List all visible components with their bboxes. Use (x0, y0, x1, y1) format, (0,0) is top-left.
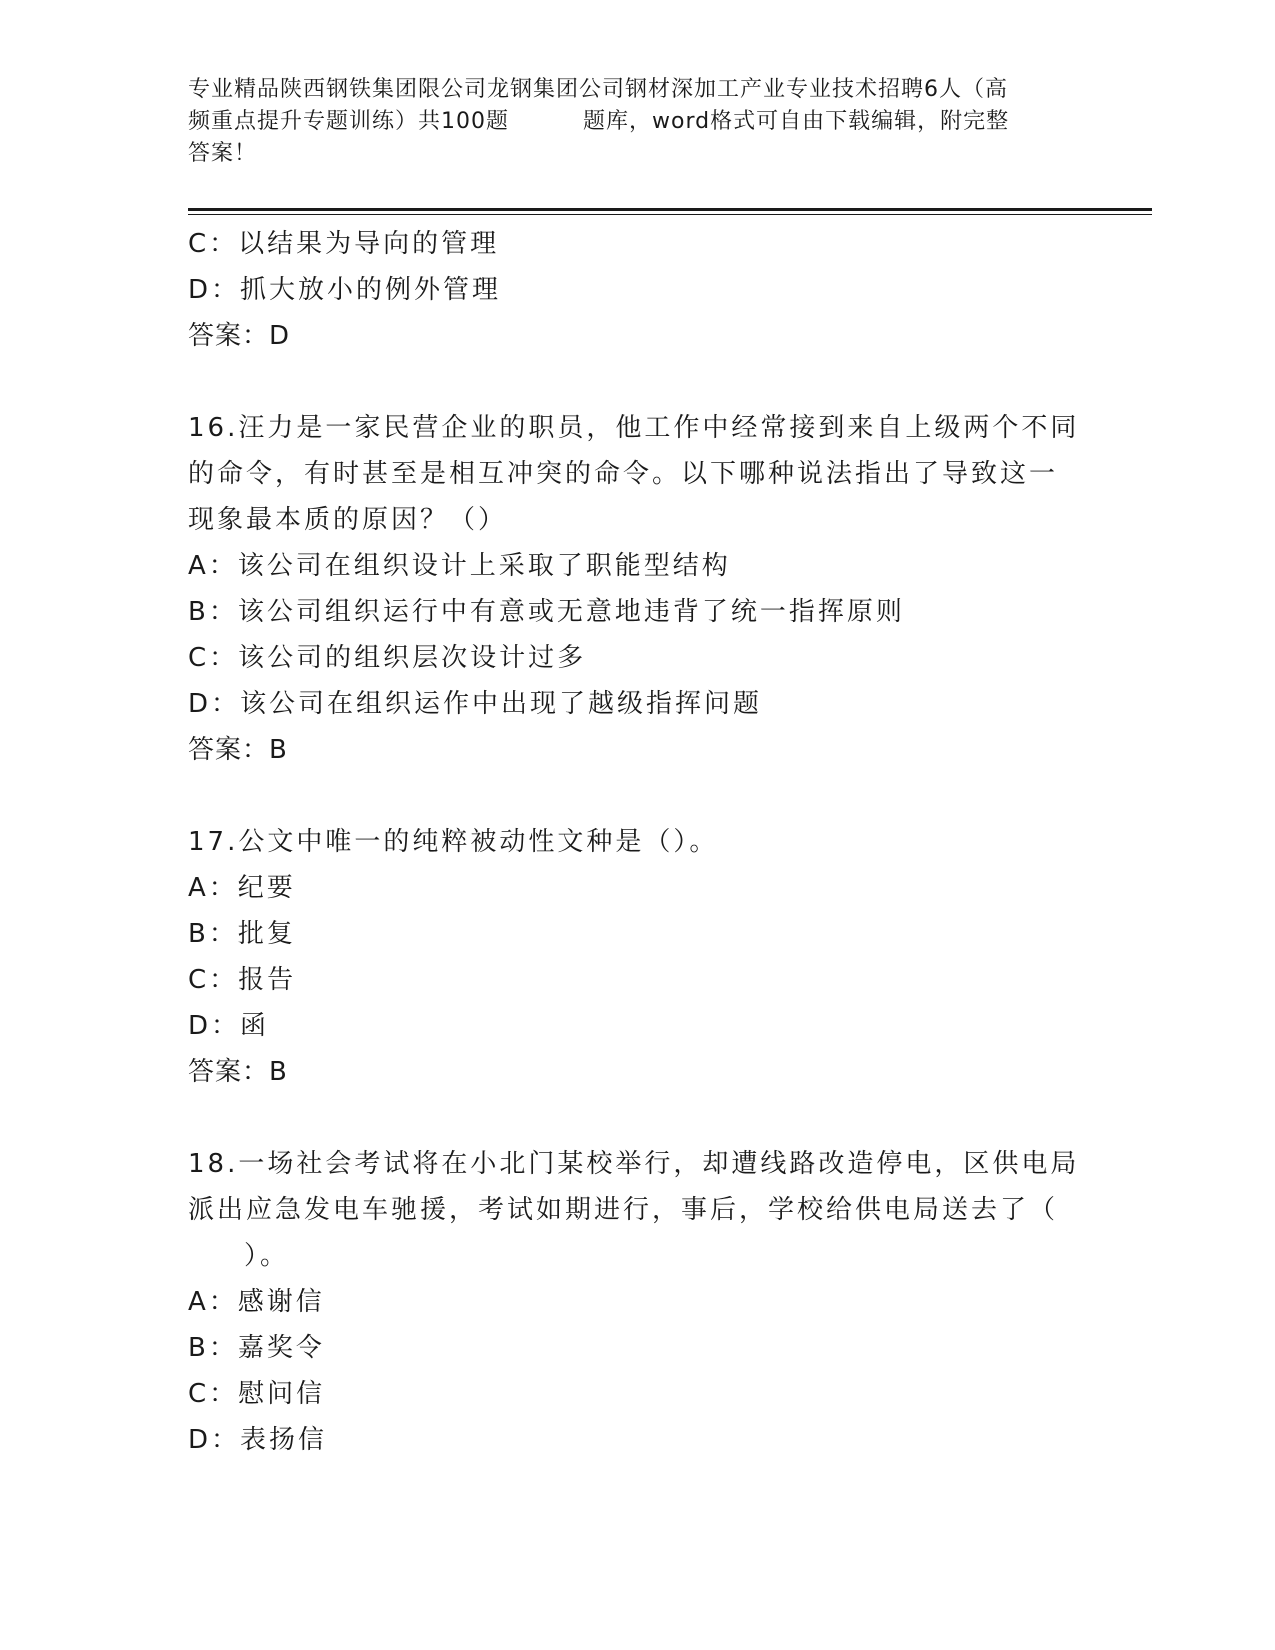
header-title-line-2a: 频重点提升专题训练）共100题 (188, 109, 509, 134)
q16-option-d: D：该公司在组织运作中出现了越级指挥问题 (188, 689, 763, 719)
q16-stem-line-1: 16.汪力是一家民营企业的职员，他工作中经常接到来自上级两个不同 (188, 413, 1080, 443)
q16-stem-line-3: 现象最本质的原因？（） (188, 505, 508, 535)
q18-stem-line-2: 派出应急发电车驰援，考试如期进行，事后，学校给供电局送去了（ (188, 1195, 1059, 1225)
header-title-line-2 (188, 106, 1088, 138)
document-header (188, 74, 1088, 170)
q18-option-c: C：慰问信 (188, 1379, 326, 1409)
q17-option-b: B：批复 (188, 919, 296, 949)
spacer (188, 773, 1088, 819)
q16-answer: 答案：B (188, 735, 288, 765)
q17-stem-line-1: 17.公文中唯一的纯粹被动性文种是（）。 (188, 827, 719, 857)
header-title-line-1: 专业精品陕西钢铁集团限公司龙钢集团公司钢材深加工产业专业技术招聘6人（高 (188, 77, 1008, 102)
prev-answer: 答案：D (188, 321, 291, 351)
q16-option-c: C：该公司的组织层次设计过多 (188, 643, 587, 673)
q16-stem-line-2: 的命令，有时甚至是相互冲突的命令。以下哪种说法指出了导致这一 (188, 459, 1059, 489)
header-title-line-2b: 题库，word格式可自由下载编辑，附完整 (583, 109, 1010, 134)
spacer (188, 359, 1088, 405)
q16-option-b: B：该公司组织运行中有意或无意地违背了统一指挥原则 (188, 597, 905, 627)
header-divider-thick (188, 208, 1152, 211)
document-body (188, 221, 1088, 1463)
q18-option-d: D：表扬信 (188, 1425, 328, 1455)
q17-option-c: C：报告 (188, 965, 297, 995)
q18-stem-line-1: 18.一场社会考试将在小北门某校举行，却遭线路改造停电，区供电局 (188, 1149, 1080, 1179)
q18-option-b: B：嘉奖令 (188, 1333, 325, 1363)
q16-option-a: A：该公司在组织设计上采取了职能型结构 (188, 551, 731, 581)
q17-option-d: D：函 (188, 1011, 270, 1041)
q18-option-a: A：感谢信 (188, 1287, 325, 1317)
prev-option-d: D：抓大放小的例外管理 (188, 275, 502, 305)
header-title-line-3: 答案！ (188, 141, 258, 166)
header-divider-thin (188, 214, 1152, 215)
q18-stem-line-3: ）。 (244, 1241, 290, 1271)
prev-option-c: C：以结果为导向的管理 (188, 229, 500, 259)
spacer (188, 1095, 1088, 1141)
q17-answer: 答案：B (188, 1057, 288, 1087)
q17-option-a: A：纪要 (188, 873, 296, 903)
